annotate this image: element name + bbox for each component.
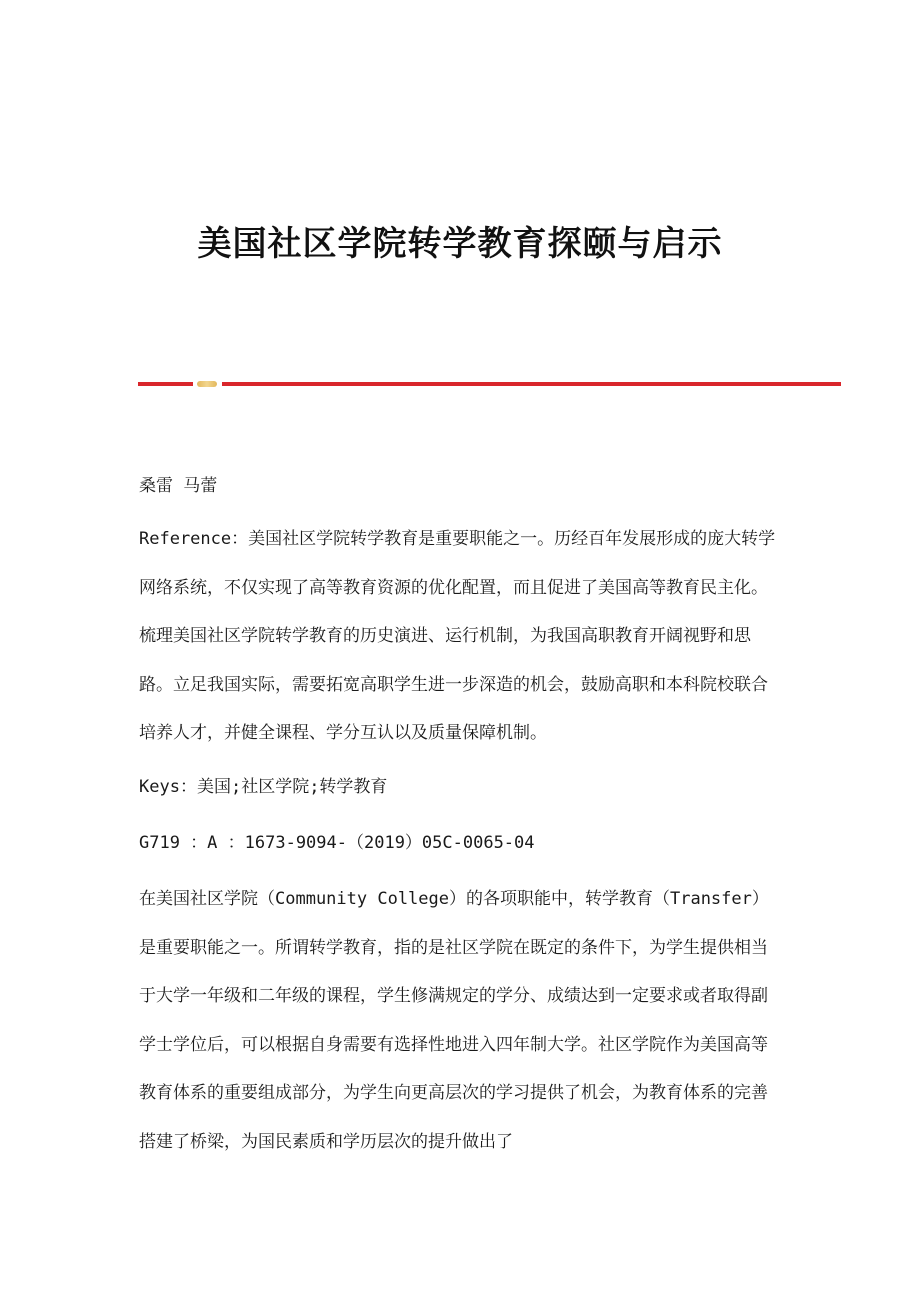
classification-code: G719 ：A ：1673-9094-（2019）05C-0065-04 — [139, 833, 535, 853]
abstract-text: 美国社区学院转学教育是重要职能之一。历经百年发展形成的庞大转学网络系统，不仅实现了高等教育资源的优化配置，而且促进了美国高等教育民主化。梳理美国社区学院转学教育的历史演进、运行机制，为我国高职教育开阔视野和思路。立足我国实际，需要拓宽高职学生进一步深造的机会，鼓励高职和本科院校联合培养人才，并健全课程、学分互认以及质量保障机制。 — [139, 529, 776, 743]
abstract — [139, 515, 779, 758]
document-title: 美国社区学院转学教育探颐与启示 — [197, 224, 723, 264]
keywords-label: Keys： — [139, 777, 197, 797]
authors: 桑雷 马蕾 — [139, 476, 218, 496]
divider-ornament-icon — [197, 381, 217, 387]
keywords-text: 美国;社区学院;转学教育 — [196, 777, 388, 797]
divider-right-segment — [222, 382, 841, 386]
keywords — [139, 763, 779, 812]
abstract-label: Reference： — [139, 529, 249, 549]
title-divider — [138, 378, 841, 390]
divider-left-segment — [138, 382, 193, 386]
body-paragraph: 在美国社区学院（Community College）的各项职能中，转学教育（Transfer）是重要职能之一。所谓转学教育，指的是社区学院在既定的条件下，为学生提供相当于大学一年级和二年级的课程，学生修满规定的学分、成绩达到一定要求或者取得副学士学位后，可以根据自身需要有选择性地进入四年制大学。社区学院作为美国高等教育体系的重要组成部分，为学生向更高层次的学习提供了机会，为教育体系的完善搭建了桥梁，为国民素质和学历层次的提升做出了 — [139, 889, 769, 1152]
